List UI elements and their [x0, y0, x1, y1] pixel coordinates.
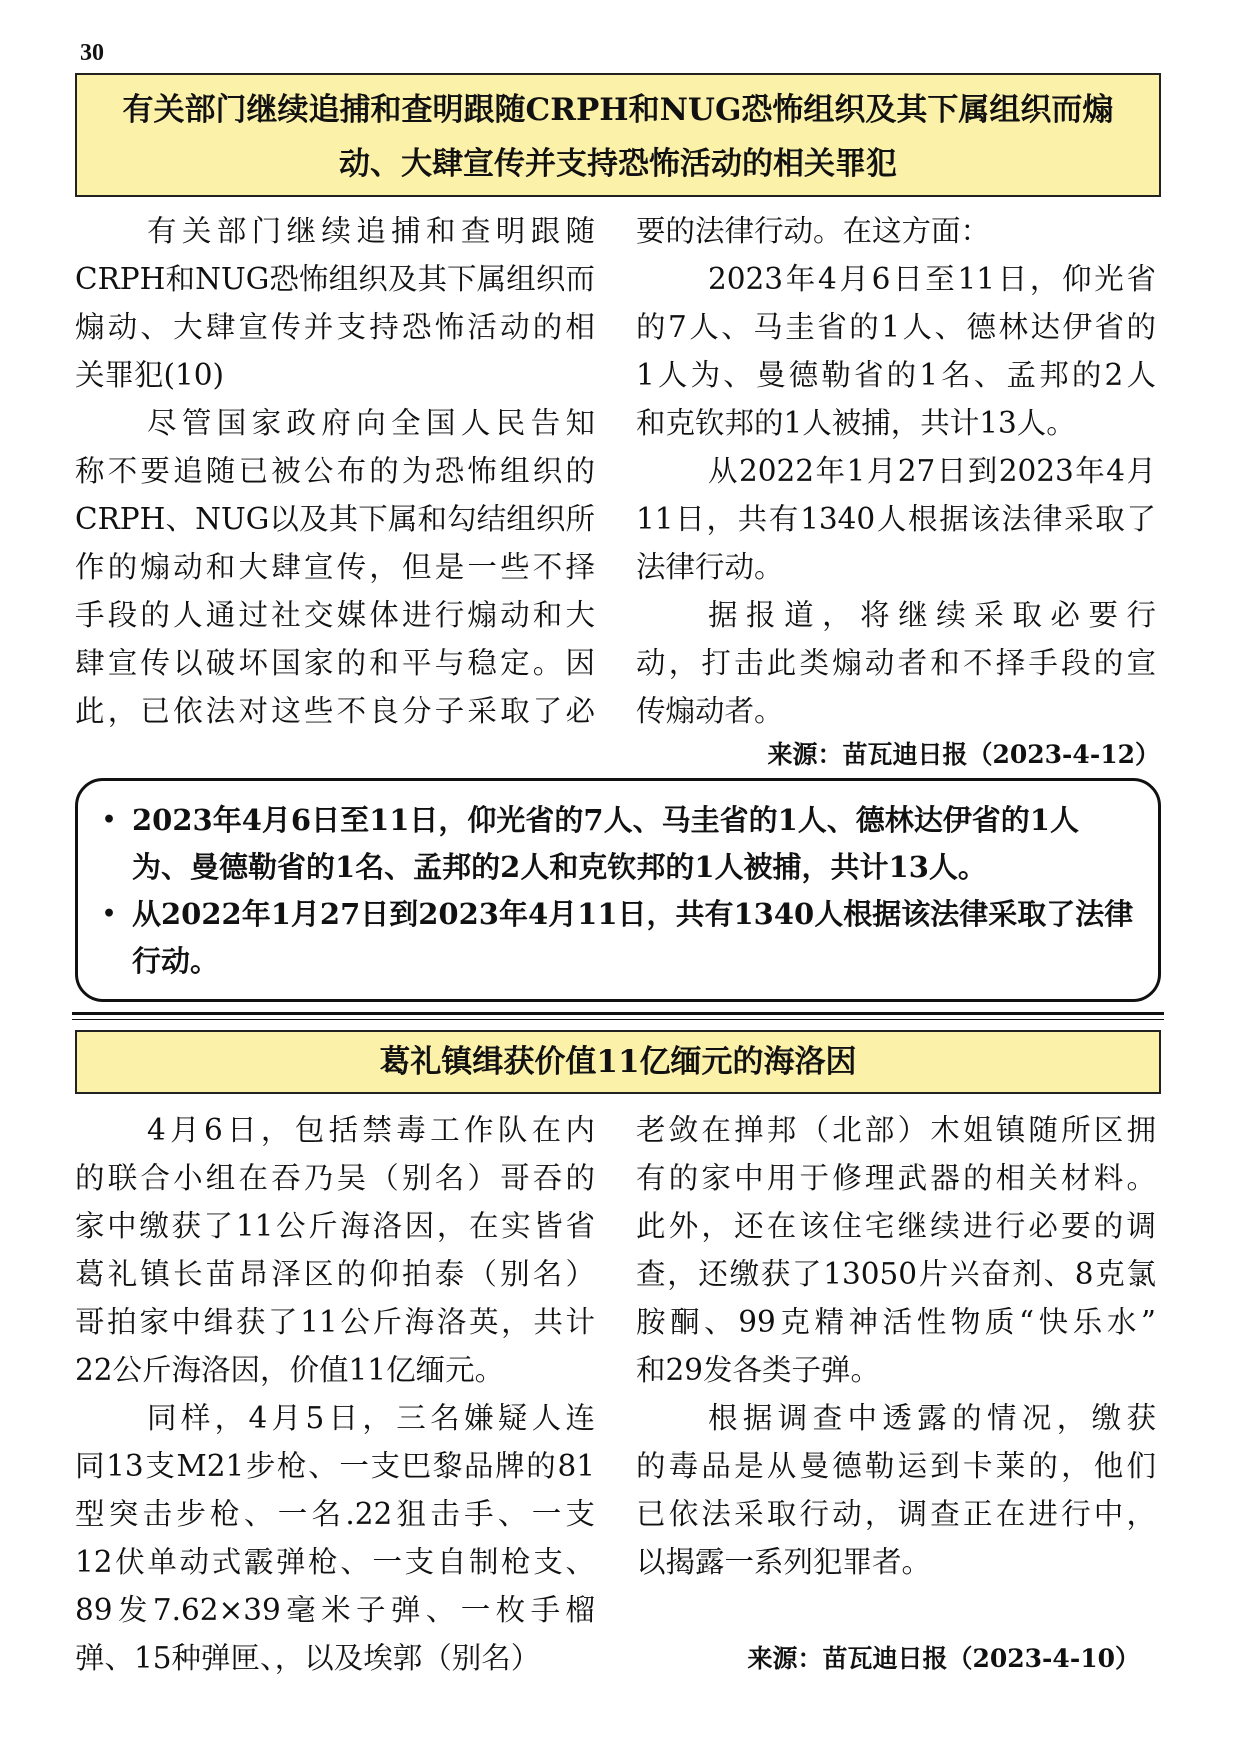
text-line: 关罪犯(10): [75, 358, 225, 392]
summary-line: 行动。: [132, 944, 220, 978]
text-line: 肆宣传以破坏国家的和平与稳定。因: [75, 646, 595, 680]
bullet-icon: •: [102, 807, 117, 833]
text-line: CRPH、NUG以及其下属和勾结组织所: [75, 502, 595, 536]
text-line: 89发7.62×39毫米子弹、一枚手榴: [75, 1593, 595, 1627]
headline-line: 动、大肆宣传并支持恐怖活动的相关罪犯: [339, 146, 897, 182]
summary-line: 2023年4月6日至11日，仰光省的7人、马圭省的1人、德林达伊省的1人: [132, 803, 1079, 837]
text-line: 根据调查中透露的情况，缴获: [708, 1401, 1156, 1435]
text-line: 1人为、曼德勒省的1名、孟邦的2人: [636, 358, 1156, 392]
bullet-icon: •: [102, 901, 117, 927]
text-line: 家中缴获了11公斤海洛因，在实皆省: [75, 1209, 595, 1243]
article2-left-column: [75, 1106, 595, 1682]
text-line: 要的法律行动。在这方面：: [636, 214, 991, 248]
text-line: 称不要追随已被公布的为恐怖组织的: [75, 454, 595, 488]
summary-box: [75, 778, 1161, 1002]
article2-source: 来源：苗瓦迪日报（2023-4-10）: [747, 1644, 1140, 1673]
text-line: 弹、15种弹匣、，以及埃郭（别名）: [75, 1641, 541, 1675]
text-line: 老敛在掸邦（北部）木姐镇随所区拥: [636, 1113, 1156, 1147]
summary-line: 从2022年1月27日到2023年4月11日，共有1340人根据该法律采取了法律: [132, 897, 1134, 931]
text-line: 法律行动。: [636, 550, 784, 584]
page-number: 30: [80, 40, 104, 66]
text-line: 的联合小组在吞乃吴（别名）哥吞的: [75, 1161, 595, 1195]
text-line: 和克钦邦的1人被捕，共计13人。: [636, 406, 1076, 440]
article1-right-column: [636, 207, 1156, 735]
text-line: 有关部门继续追捕和查明跟随: [147, 214, 595, 248]
section-divider: [72, 1019, 1164, 1020]
article1-headline: [75, 73, 1161, 197]
section-divider: [72, 1012, 1164, 1015]
text-line: 已依法采取行动，调查正在进行中，: [636, 1497, 1156, 1531]
text-line: 以揭露一系列犯罪者。: [636, 1545, 932, 1579]
text-line: 2023年4月6日至11日，仰光省: [708, 262, 1156, 296]
text-line: 传煽动者。: [636, 694, 784, 728]
text-line: 煽动、大肆宣传并支持恐怖活动的相: [75, 310, 595, 344]
text-line: 据报道，将继续采取必要行: [708, 598, 1156, 632]
text-line: 4月6日，包括禁毒工作队在内: [147, 1113, 595, 1147]
text-line: 葛礼镇长苗昂泽区的仰拍泰（别名）: [75, 1257, 595, 1291]
text-line: 和29发各类子弹。: [636, 1353, 881, 1387]
text-line: 从2022年1月27日到2023年4月: [708, 454, 1156, 488]
article2-right-column: [636, 1106, 1156, 1586]
article2-headline: [75, 1030, 1161, 1094]
text-line: 此外，还在该住宅继续进行必要的调: [636, 1209, 1156, 1243]
article1-left-column: [75, 207, 595, 735]
summary-item: [102, 891, 1134, 985]
text-line: 胺酮、99克精神活性物质“快乐水”: [636, 1305, 1156, 1339]
text-line: 22公斤海洛因，价值11亿缅元。: [75, 1353, 505, 1387]
text-line: 动，打击此类煽动者和不择手段的宣: [636, 646, 1156, 680]
text-line: 此，已依法对这些不良分子采取了必: [75, 694, 595, 728]
text-line: 同13支M21步枪、一支巴黎品牌的81: [75, 1449, 595, 1483]
text-line: CRPH和NUG恐怖组织及其下属组织而: [75, 262, 595, 296]
text-line: 11日，共有1340人根据该法律采取了: [636, 502, 1156, 536]
text-line: 哥拍家中缉获了11公斤海洛英，共计: [75, 1305, 595, 1339]
headline-line: 葛礼镇缉获价值11亿缅元的海洛因: [379, 1044, 857, 1080]
article1-source: 来源：苗瓦迪日报（2023-4-12）: [767, 740, 1160, 769]
text-line: 的7人、马圭省的1人、德林达伊省的: [636, 310, 1156, 344]
summary-line: 为、曼德勒省的1名、孟邦的2人和克钦邦的1人被捕，共计13人。: [132, 850, 987, 884]
text-line: 手段的人通过社交媒体进行煽动和大: [75, 598, 595, 632]
headline-line: 有关部门继续追捕和查明跟随CRPH和NUG恐怖组织及其下属组织而煽: [122, 92, 1114, 128]
summary-list: [102, 797, 1134, 985]
text-line: 查，还缴获了13050片兴奋剂、8克氯: [636, 1257, 1156, 1291]
text-line: 有的家中用于修理武器的相关材料。: [636, 1161, 1156, 1195]
text-line: 尽管国家政府向全国人民告知: [147, 406, 595, 440]
text-line: 型突击步枪、一名.22狙击手、一支: [75, 1497, 595, 1531]
text-line: 同样，4月5日，三名嫌疑人连: [147, 1401, 595, 1435]
text-line: 作的煽动和大肆宣传，但是一些不择: [75, 550, 595, 584]
summary-item: [102, 797, 1134, 891]
text-line: 的毒品是从曼德勒运到卡莱的，他们: [636, 1449, 1156, 1483]
text-line: 12伏单动式霰弹枪、一支自制枪支、: [75, 1545, 595, 1579]
